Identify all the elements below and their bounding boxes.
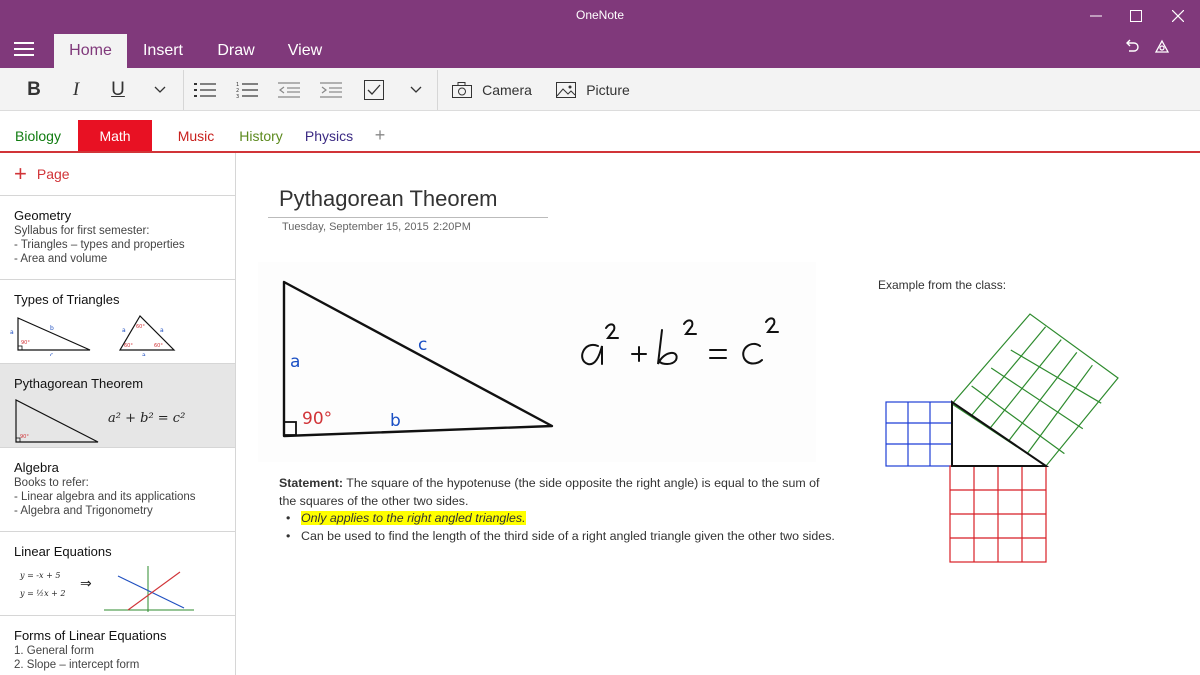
title-bar [0, 0, 1200, 68]
page-item-pythagorean-theorem[interactable] [0, 364, 235, 448]
page-title: Forms of Linear Equations [14, 628, 167, 643]
pythagorean-thumbnail [8, 394, 198, 444]
svg-text:a: a [10, 329, 14, 336]
note-title[interactable]: Pythagorean Theorem [279, 186, 498, 211]
tab-home[interactable]: Home [54, 34, 127, 68]
svg-text:a² + b² = c²: a² + b² = c² [108, 411, 186, 426]
picture-label: Picture [586, 81, 630, 98]
page-title: Pythagorean Theorem [14, 376, 144, 391]
side-a-label: a [290, 352, 301, 372]
checkbox-icon[interactable] [362, 68, 386, 111]
divider [183, 70, 184, 110]
page-title: Types of Triangles [14, 292, 120, 307]
page-item-linear-equations[interactable] [0, 532, 235, 616]
svg-text:60°: 60° [124, 343, 133, 349]
page-item-types-of-triangles[interactable] [0, 280, 235, 364]
page-preview-line: - Area and volume [14, 253, 108, 265]
example-label: Example from the class: [878, 278, 1007, 292]
maximize-icon[interactable] [1116, 3, 1156, 29]
underline-button[interactable]: U [111, 78, 125, 100]
chevron-down-icon[interactable] [404, 68, 428, 111]
svg-text:b: b [50, 325, 54, 332]
chevron-down-icon[interactable] [148, 68, 172, 111]
app-title: OneNote [575, 8, 625, 22]
svg-text:60°: 60° [154, 343, 163, 349]
section-tabs [0, 111, 1200, 153]
page-item-forms-of-linear-equations[interactable] [0, 616, 235, 675]
plus-icon: + [14, 161, 27, 186]
page-title: Linear Equations [14, 544, 112, 559]
svg-text:90°: 90° [21, 340, 30, 346]
svg-text:2: 2 [236, 87, 240, 94]
svg-text:c: c [50, 352, 54, 356]
page-preview-line: 2. Slope – intercept form [14, 659, 140, 671]
camera-button[interactable] [452, 68, 532, 111]
undo-icon[interactable] [1121, 36, 1143, 58]
highlighted-text: Only applies to the right angled triangles. [301, 511, 526, 525]
svg-text:1: 1 [236, 81, 240, 88]
page-preview-line: - Linear algebra and its applications [14, 491, 196, 503]
linear-equations-thumbnail [8, 562, 198, 612]
ink-drawing[interactable] [258, 262, 816, 462]
statement-label: Statement: [279, 476, 344, 490]
tab-insert[interactable]: Insert [142, 42, 183, 59]
page-preview-line: - Triangles – types and properties [14, 239, 185, 251]
triangles-thumbnail [8, 310, 188, 356]
page-item-algebra[interactable] [0, 448, 235, 532]
bullet-list[interactable] [286, 509, 835, 545]
statement-text: The square of the hypotenuse (the side opposite the right angle) is equal to the sum of the squares of the other two sides. [279, 476, 820, 508]
hamburger-menu-icon[interactable] [14, 42, 36, 58]
svg-text:60°: 60° [136, 324, 145, 330]
svg-text:a: a [142, 352, 146, 356]
divider [437, 70, 438, 110]
section-physics[interactable]: Physics [304, 127, 354, 144]
handwritten-equation [582, 318, 778, 364]
page-item-geometry[interactable] [0, 196, 235, 280]
page-preview-line: - Algebra and Trigonometry [14, 505, 153, 517]
angle-label: 90° [302, 409, 333, 429]
sync-icon[interactable] [1151, 36, 1173, 58]
page-preview-line: Books to refer: [14, 477, 89, 489]
page-list [0, 153, 236, 675]
page-title: Algebra [14, 460, 59, 475]
section-biology[interactable]: Biology [15, 127, 61, 144]
toolbar [0, 68, 1200, 111]
pythagorean-grid-drawing[interactable] [880, 310, 1130, 570]
page-preview-line: Syllabus for first semester: [14, 225, 150, 237]
section-math[interactable]: Math [78, 120, 152, 151]
add-page-button[interactable] [0, 153, 235, 196]
bullet-text: Can be used to find the length of the third side of a right angled triangle given the other two sides. [301, 529, 835, 543]
section-history[interactable]: History [239, 127, 283, 144]
tab-view[interactable]: View [287, 42, 323, 59]
add-section-button[interactable]: + [374, 125, 386, 145]
statement-paragraph[interactable] [279, 474, 839, 510]
side-b-label: b [390, 411, 401, 431]
side-c-label: c [418, 335, 428, 355]
page-preview-line: 1. General form [14, 645, 94, 657]
page-title: Geometry [14, 208, 72, 223]
camera-icon [452, 82, 472, 98]
minimize-icon[interactable] [1076, 3, 1116, 29]
title-divider [268, 217, 548, 218]
bulleted-list-icon[interactable] [192, 68, 218, 111]
increase-indent-icon[interactable] [318, 68, 344, 111]
svg-text:a: a [160, 327, 164, 334]
picture-button[interactable] [556, 68, 630, 111]
svg-text:⇒: ⇒ [80, 576, 92, 592]
list-item [286, 509, 835, 527]
svg-text:90°: 90° [20, 434, 29, 440]
bold-button[interactable]: B [27, 78, 41, 100]
decrease-indent-icon[interactable] [276, 68, 302, 111]
note-date: Tuesday, September 15, 2015 [282, 221, 429, 233]
section-music[interactable]: Music [177, 127, 215, 144]
numbered-list-icon[interactable] [234, 68, 260, 111]
svg-text:y = -x + 5: y = -x + 5 [20, 571, 61, 580]
tab-draw[interactable]: Draw [217, 42, 255, 59]
close-icon[interactable] [1158, 3, 1198, 29]
svg-text:3: 3 [236, 93, 240, 99]
add-page-label: Page [36, 166, 70, 182]
italic-button[interactable]: I [72, 78, 80, 100]
note-time: 2:20PM [433, 221, 471, 233]
camera-label: Camera [482, 81, 532, 98]
svg-text:a: a [122, 327, 126, 334]
picture-icon [556, 82, 576, 98]
svg-text:y = ½x + 2: y = ½x + 2 [20, 589, 66, 598]
list-item [286, 527, 835, 545]
